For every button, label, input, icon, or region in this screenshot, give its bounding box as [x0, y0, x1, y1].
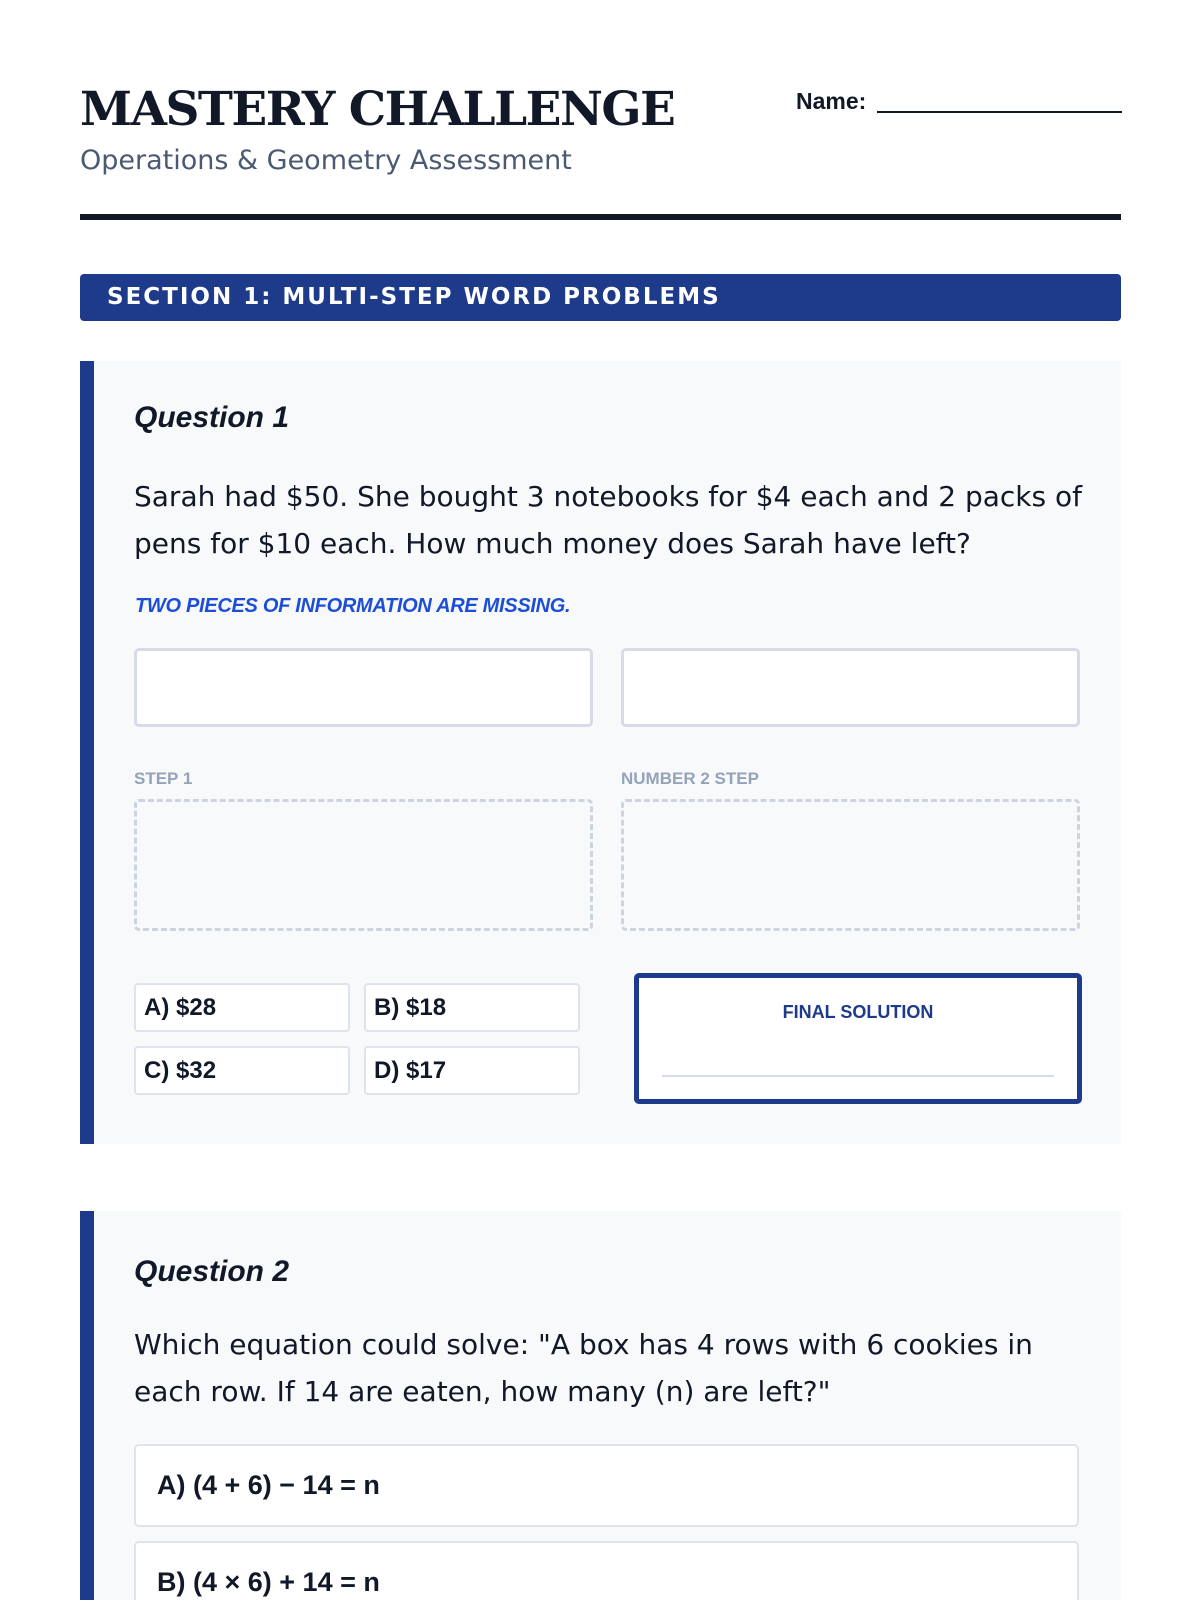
choice-c[interactable]: C) $32 [134, 1046, 350, 1095]
question-text: Sarah had $50. She bought 3 notebooks for $4 each and 2 packs of pens for $10 each. How much money does Sarah have left? [134, 480, 1082, 560]
choice-b[interactable]: B) $18 [364, 983, 580, 1032]
final-solution-label: FINAL SOLUTION [782, 1002, 934, 1022]
final-solution-box[interactable] [634, 973, 1082, 1104]
missing-info-box-1[interactable] [134, 648, 593, 727]
choice-d[interactable]: D) $17 [364, 1046, 580, 1095]
step-2-work-box[interactable] [621, 799, 1080, 931]
missing-info-box-2[interactable] [621, 648, 1080, 727]
section-heading: SECTION 1: MULTI-STEP WORD PROBLEMS [80, 274, 1121, 321]
step-1-work-box[interactable] [134, 799, 593, 931]
final-solution-line [662, 1075, 1054, 1077]
header-divider [80, 214, 1121, 220]
name-input-line[interactable] [877, 111, 1122, 113]
choice-a[interactable]: A) $28 [134, 983, 350, 1032]
name-label: Name: [796, 88, 867, 114]
step-2-label: NUMBER 2 STEP [621, 769, 759, 788]
question-text: Which equation could solve: "A box has 4 rows with 6 cookies in each row. If 14 are eaten, how many (n) are left?" [134, 1328, 1033, 1408]
question-hint: TWO PIECES OF INFORMATION ARE MISSING. [135, 595, 571, 617]
question-title: Question 2 [134, 1255, 290, 1288]
question-card-1 [80, 361, 1121, 1144]
option-a[interactable]: A) (4 + 6) − 14 = n [134, 1444, 1079, 1527]
page-title: MASTERY CHALLENGE [80, 82, 675, 137]
question-title: Question 1 [134, 401, 290, 434]
page-subtitle: Operations & Geometry Assessment [80, 145, 572, 176]
option-b[interactable]: B) (4 × 6) + 14 = n [134, 1541, 1079, 1600]
step-1-label: STEP 1 [134, 769, 193, 788]
question-card-2 [80, 1211, 1121, 1600]
